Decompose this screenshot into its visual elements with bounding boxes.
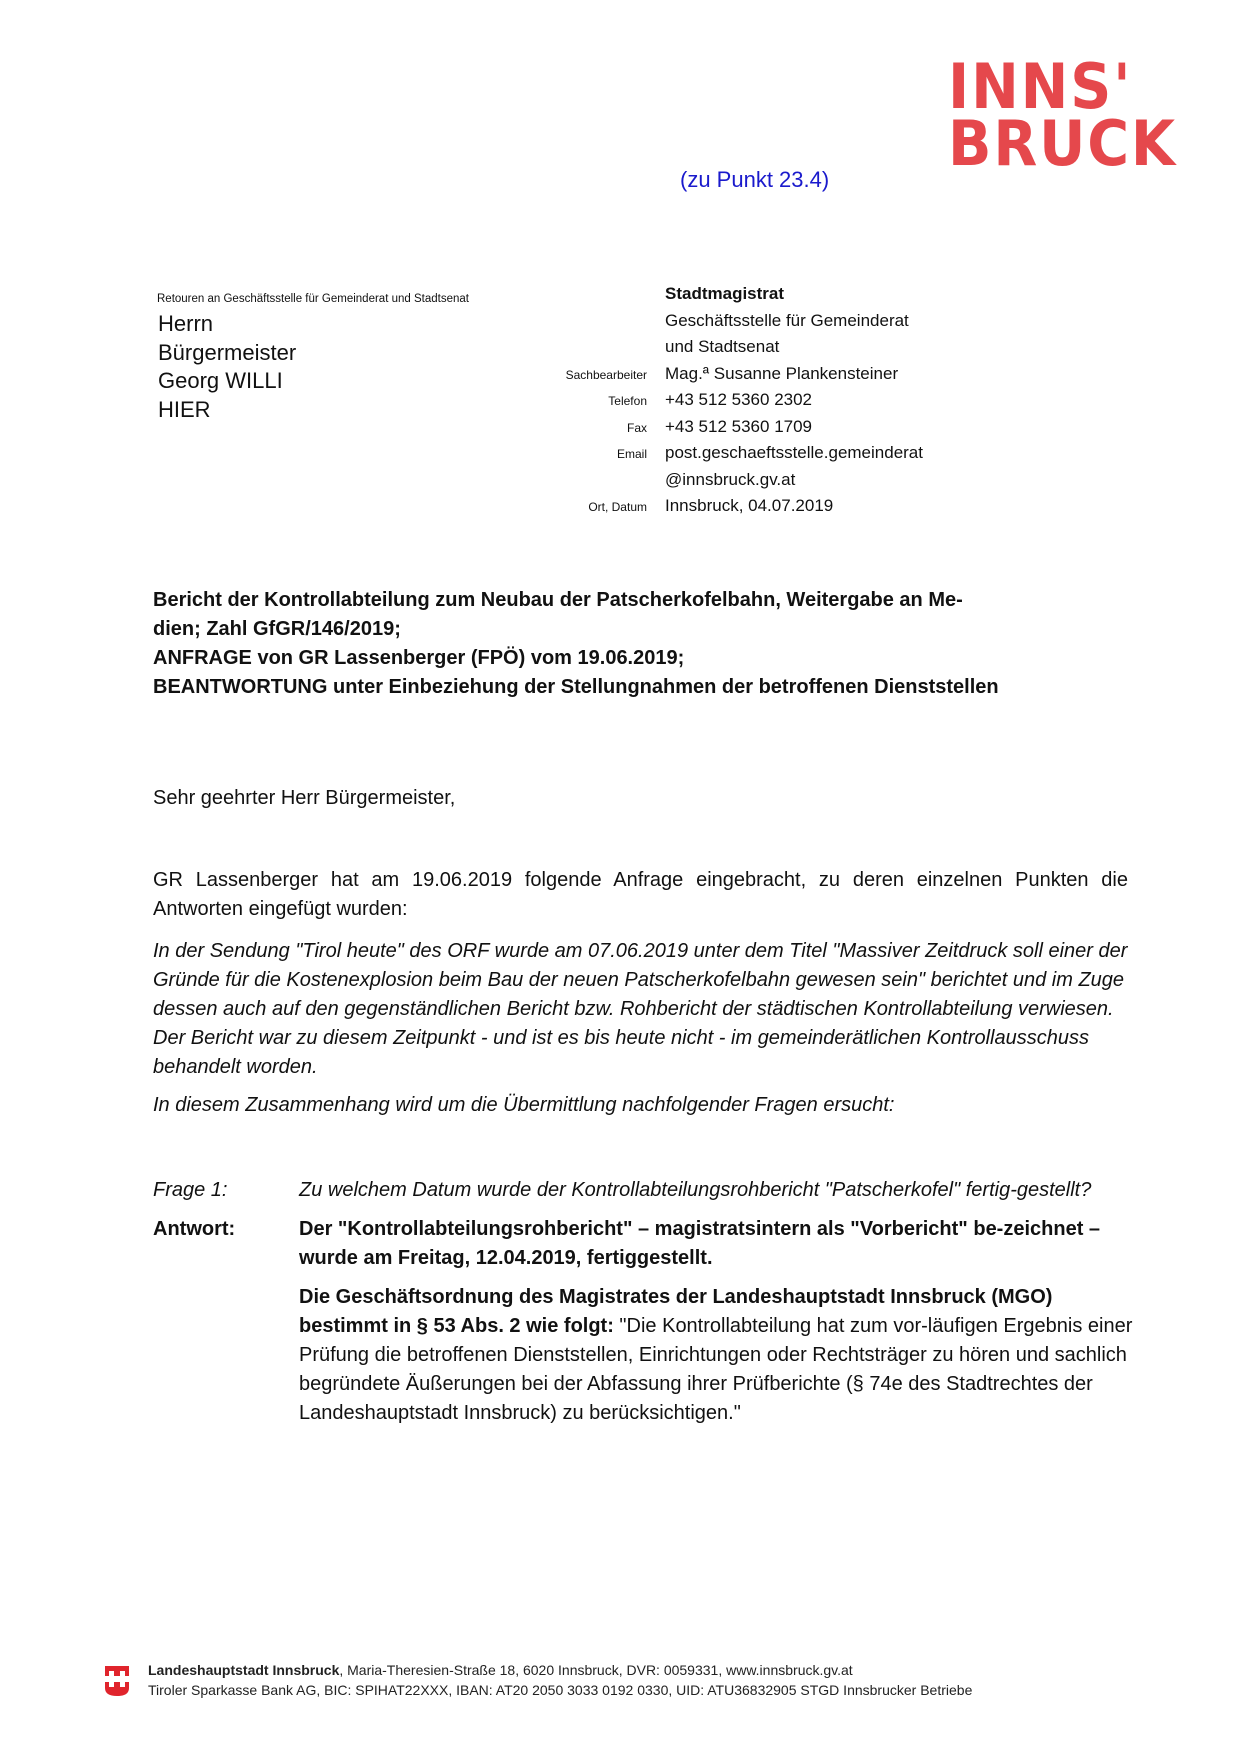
sender-row (500, 390, 1020, 417)
sender-row (500, 364, 1020, 391)
subject-line: Bericht der Kontrollabteilung zum Neubau der Patscherkofelbahn, Weitergabe an Me- (153, 589, 963, 611)
sender-value: @innsbruck.gv.at (665, 469, 796, 489)
subject-line: ANFRAGE von GR Lassenberger (FPÖ) vom 19.06.2019; (153, 647, 685, 669)
question-text: Zu welchem Datum wurde der Kontrollabteilungsrohbericht "Patscherkofel" fertig-gestellt? (299, 1179, 1092, 1201)
return-address: Retouren an Geschäftsstelle für Gemeinderat und Stadtsenat (157, 293, 469, 305)
recipient-address (158, 310, 296, 424)
sender-row (500, 311, 1020, 338)
agenda-reference: (zu Punkt 23.4) (680, 167, 830, 192)
sender-value: Mag.ª Susanne Plankensteiner (665, 363, 899, 383)
footer-address: , Maria-Theresien-Straße 18, 6020 Innsbruck, DVR: 0059331, www.innsbruck.gv.at (339, 1662, 853, 1678)
footer-line-1 (103, 1660, 1203, 1680)
answer-legal-quote: "Die Kontrollabteilung hat zum vor-läufigen Ergebnis einer Prüfung die betroffenen Dienststellen, Einrichtungen oder Rechtsträger zu hören und sachlich begründete Äußerungen bei der Abfassung ihrer Prüfberichte (§ 74e des Stadtrechtes der Landeshauptstadt Innsbruck) zu berücksichtigen." (299, 1315, 1133, 1424)
answer-label: Antwort: (153, 1218, 236, 1240)
logo-line-1: INNS' (948, 50, 1133, 123)
recipient-line: Bürgermeister (158, 339, 297, 365)
answer-legal-intro: Die Geschäftsordnung des Magistrates der Landeshauptstadt Innsbruck (MGO) bestimmt in § 53 Abs. 2 wie folgt: (299, 1286, 1053, 1337)
sender-block (500, 284, 1020, 523)
sender-value: +43 512 5360 1709 (665, 416, 813, 436)
sender-row (500, 417, 1020, 444)
sender-value: +43 512 5360 2302 (665, 390, 813, 409)
footer-line-2: Tiroler Sparkasse Bank AG, BIC: SPIHAT22XXX, IBAN: AT20 2050 3033 0192 0330, UID: ATU36832905 STGD Innsbrucker Betriebe (148, 1682, 973, 1698)
sender-row (500, 337, 1020, 364)
answer-item (153, 1215, 1143, 1428)
salutation: Sehr geehrter Herr Bürgermeister, (153, 787, 456, 809)
sender-row (500, 496, 1020, 523)
sender-row (500, 284, 1020, 311)
footer-org-name: Landeshauptstadt Innsbruck (148, 1662, 340, 1678)
sender-label: Telefon (608, 394, 647, 408)
subject-line: dien; Zahl GfGR/146/2019; (153, 618, 401, 640)
subject-heading (153, 586, 1133, 702)
inquiry-quote (153, 937, 1138, 1129)
sender-label: Sachbearbeiter (565, 367, 647, 382)
recipient-line: Georg WILLI (158, 368, 283, 393)
innsbruck-crest-icon (103, 1662, 131, 1698)
sender-value: Innsbruck, 04.07.2019 (665, 496, 834, 515)
innsbruck-logo (948, 50, 1177, 181)
recipient-line: Herrn (158, 311, 214, 336)
sender-value: Stadtmagistrat (665, 284, 785, 303)
sender-value: und Stadtsenat (665, 337, 780, 356)
recipient-line: HIER (158, 396, 211, 422)
sender-value: Geschäftsstelle für Gemeinderat (665, 310, 909, 330)
intro-paragraph: GR Lassenberger hat am 19.06.2019 folgende Anfrage eingebracht, zu deren einzelnen Punkten die Antworten eingefügt wurden: (153, 869, 1128, 920)
quote-paragraph: In der Sendung "Tirol heute" des ORF wurde am 07.06.2019 unter dem Titel "Massiver Zeitdruck soll einer der Gründe für die Kostenexplosion beim Bau der neuen Patscherkofelbahn gewesen sein" berichtet und im Zuge dessen auch auf den gegenständlichen Bericht bzw. Rohbericht der städtischen Kontrollabteilung verwiesen. Der Bericht war zu diesem Zeitpunkt - und ist es bis heute nicht - im gemeinderätlichen Kontrollausschuss behandelt worden. (153, 940, 1128, 1078)
sender-label: Ort, Datum (588, 500, 647, 514)
answer-text: Der "Kontrollabteilungsrohbericht" – magistratsintern als "Vorbericht" be-zeichnet – wurde am Freitag, 12.04.2019, fertiggestellt. (299, 1218, 1101, 1269)
sender-value: post.geschaeftsstelle.gemeinderat (665, 443, 923, 462)
subject-line: BEANTWORTUNG unter Einbeziehung der Stellungnahmen der betroffenen Dienststellen (153, 676, 999, 698)
sender-row (500, 443, 1020, 470)
quote-paragraph: In diesem Zusammenhang wird um die Übermittlung nachfolgender Fragen ersucht: (153, 1094, 895, 1116)
question-item (153, 1176, 1143, 1205)
question-answer-section (153, 1176, 1143, 1438)
logo-line-2: BRUCK (948, 107, 1177, 181)
letter-footer (103, 1660, 1203, 1700)
question-label: Frage 1: (153, 1179, 228, 1201)
sender-label: Fax (626, 420, 647, 435)
sender-row (500, 470, 1020, 497)
answer-legal-paragraph (299, 1283, 1143, 1428)
sender-label: Email (616, 447, 647, 461)
